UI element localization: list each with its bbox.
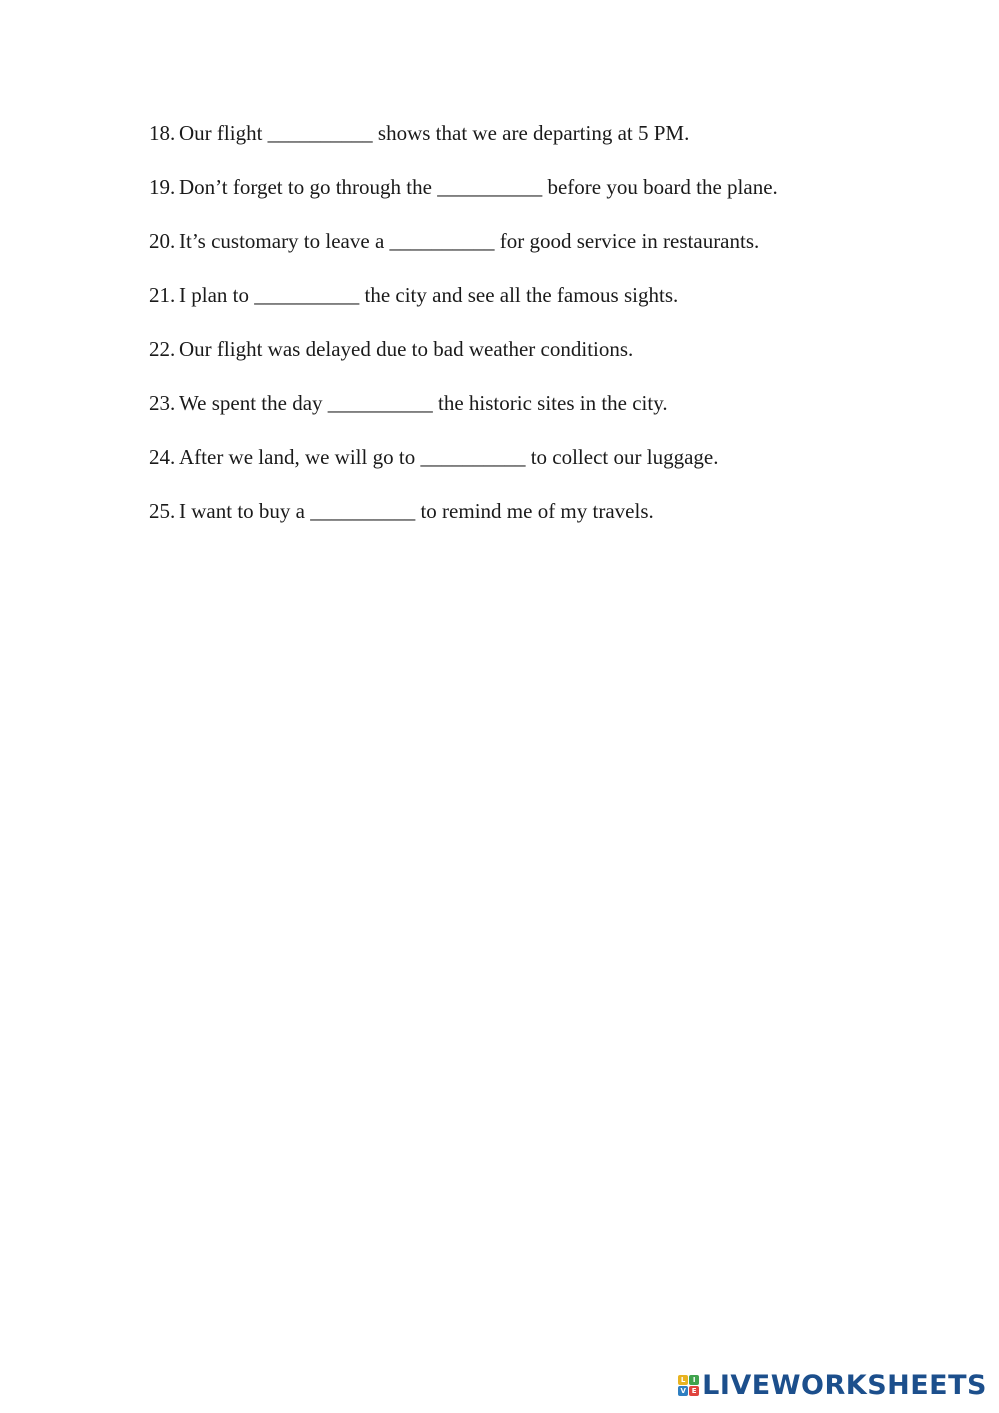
logo-mark-square: L [678,1375,688,1385]
question-number: 25. [149,499,176,523]
question-number: 23. [149,391,176,415]
logo-mark-icon [678,1375,699,1396]
question-number: 18. [149,121,176,145]
logo-mark-square: I [689,1375,699,1385]
question-22 [149,333,949,387]
question-25 [149,495,949,549]
liveworksheets-logo[interactable] [678,1367,987,1403]
logo-mark-square: E [689,1386,699,1396]
question-text: Our flight __________ shows that we are departing at 5 PM. [179,121,690,145]
question-23 [149,387,949,441]
question-text: After we land, we will go to __________ to collect our luggage. [179,445,719,469]
question-number: 24. [149,445,176,469]
question-20 [149,225,949,279]
question-18 [149,117,949,171]
question-number: 21. [149,283,176,307]
question-number: 22. [149,337,176,361]
question-text: I plan to __________ the city and see all the famous sights. [179,283,679,307]
logo-mark-square: V [678,1386,688,1396]
question-number: 20. [149,229,176,253]
question-21 [149,279,949,333]
question-number: 19. [149,175,176,199]
question-text: Don’t forget to go through the __________ before you board the plane. [179,175,778,199]
question-text: It’s customary to leave a __________ for good service in restaurants. [179,229,760,253]
question-text: I want to buy a __________ to remind me of my travels. [179,499,654,523]
logo-text: LIVEWORKSHEETS [702,1369,987,1401]
question-24 [149,441,949,495]
question-list [149,117,949,549]
question-text: We spent the day __________ the historic sites in the city. [179,391,668,415]
question-text: Our flight was delayed due to bad weather conditions. [179,337,634,361]
question-19 [149,171,949,225]
